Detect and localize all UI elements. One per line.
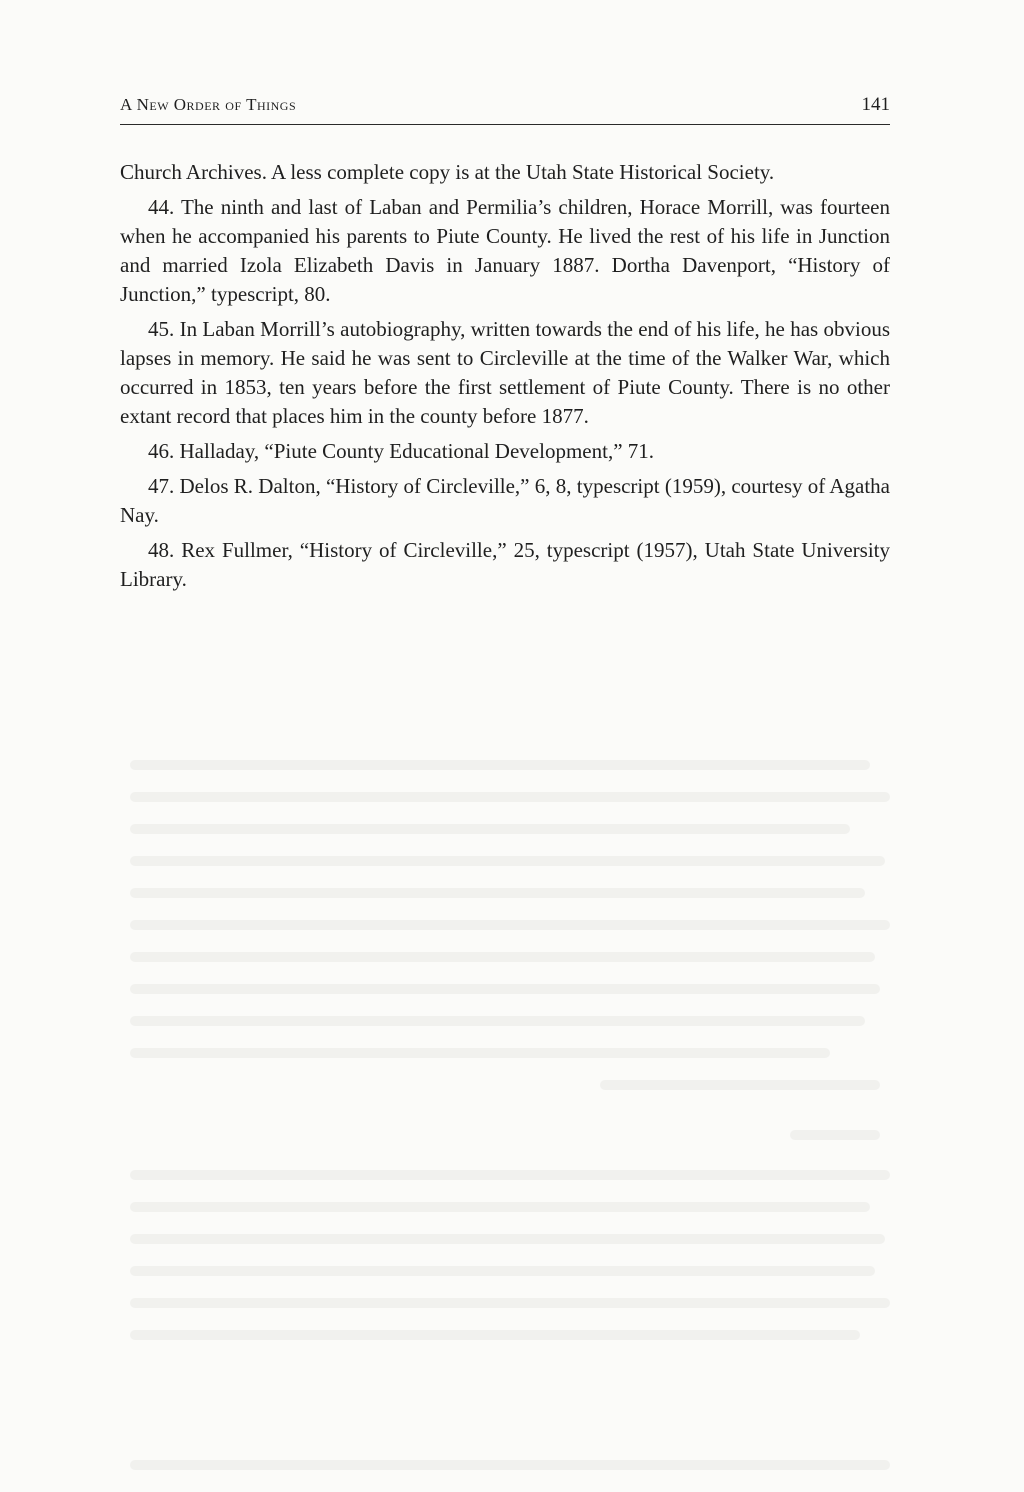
show-through-line	[130, 1016, 865, 1026]
show-through-line	[130, 1048, 830, 1058]
show-through-texture	[0, 700, 1024, 1492]
endnote-text: Church Archives. A less complete copy is at the Utah State Historical Society.	[120, 160, 775, 184]
endnote-44	[120, 193, 890, 309]
endnote-continued	[120, 158, 890, 187]
show-through-line	[130, 856, 885, 866]
running-title: A New Order of Things	[120, 95, 297, 114]
endnote-number: 44.	[148, 195, 175, 219]
running-header	[120, 94, 890, 125]
endnote-text: Halladay, “Piute County Educational Development,” 71.	[179, 439, 655, 463]
endnote-text: Rex Fullmer, “History of Circleville,” 25, typescript (1957), Utah State University Library.	[120, 538, 891, 591]
endnote-number: 47.	[148, 474, 175, 498]
endnotes	[120, 158, 890, 600]
show-through-line	[130, 760, 870, 770]
endnote-45	[120, 315, 890, 431]
endnote-48	[120, 536, 890, 594]
show-through-line	[130, 792, 890, 802]
show-through-line	[130, 1266, 875, 1276]
endnote-number: 45.	[148, 317, 175, 341]
show-through-line	[130, 824, 850, 834]
show-through-line	[130, 1298, 890, 1308]
show-through-line	[130, 984, 880, 994]
endnote-46	[120, 437, 890, 466]
page-number: 141	[861, 94, 890, 115]
show-through-line	[790, 1130, 880, 1140]
endnote-text: Delos R. Dalton, “History of Circleville,” 6, 8, typescript (1959), courtesy of Agatha Nay.	[120, 474, 890, 527]
endnote-text: In Laban Morrill’s autobiography, written towards the end of his life, he has obvious lapses in memory. He said he was sent to Circleville at the time of the Walker War, which occurred in 1853, ten years before the first settlement of Piute County. There is no other extant record that places him in the county before 1877.	[120, 317, 891, 428]
show-through-line	[130, 952, 875, 962]
show-through-line	[130, 1460, 890, 1470]
show-through-line	[130, 1170, 890, 1180]
show-through-line	[130, 888, 865, 898]
endnote-number: 48.	[148, 538, 175, 562]
endnote-47	[120, 472, 890, 530]
show-through-line	[130, 1202, 870, 1212]
show-through-line	[600, 1080, 880, 1090]
show-through-line	[130, 1234, 885, 1244]
show-through-line	[130, 920, 890, 930]
endnote-text: The ninth and last of Laban and Permilia’s children, Horace Morrill, was fourteen when he accompanied his parents to Piute County. He lived the rest of his life in Junction and married Izola Elizabeth Davis in January 1887. Dortha Davenport, “History of Junction,” typescript, 80.	[120, 195, 891, 306]
endnote-number: 46.	[148, 439, 175, 463]
show-through-line	[130, 1330, 860, 1340]
